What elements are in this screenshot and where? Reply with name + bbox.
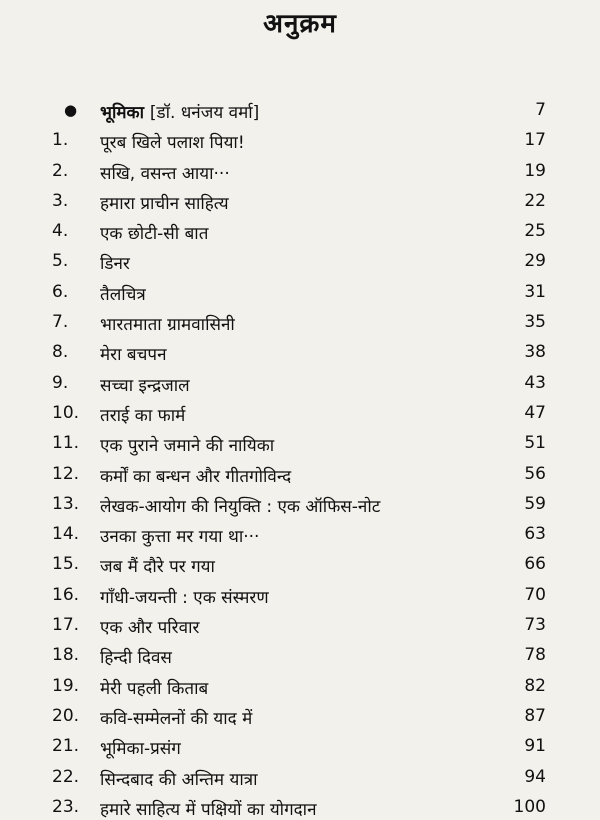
toc-entry-number: 14.: [52, 524, 80, 545]
toc-entry-title: एक और परिवार: [100, 618, 200, 639]
toc-page-number: 19: [524, 160, 546, 181]
toc-entry-number: 8.: [52, 342, 69, 363]
bullet-icon: ●: [64, 101, 78, 119]
toc-page-number: 73: [524, 615, 546, 636]
toc-entry-number: 4.: [52, 221, 69, 242]
toc-entry-number: 2.: [52, 160, 69, 181]
toc-entry-number: 10.: [52, 402, 80, 423]
toc-entry-number: 16.: [52, 584, 80, 605]
toc-entry-number: 3.: [52, 190, 69, 211]
toc-entry-title: सिन्दबाद की अन्तिम यात्रा: [100, 769, 258, 790]
toc-entry-number: 1.: [52, 130, 69, 151]
toc-entry-title: एक पुराने जमाने की नायिका: [100, 436, 275, 457]
toc-entry-number: 5.: [52, 251, 69, 272]
toc-entry-title: तैलचित्र: [100, 284, 146, 305]
page-title: अनुक्रम: [263, 9, 337, 39]
toc-page-number: 87: [524, 705, 546, 726]
toc-row: [0, 247, 600, 277]
toc-page-number: 38: [524, 342, 546, 363]
toc-entry-number: 6.: [52, 281, 69, 302]
toc-row: [0, 763, 600, 793]
toc-entry-number: 17.: [52, 615, 80, 636]
toc-row: [0, 369, 600, 399]
toc-row: [0, 581, 600, 611]
toc-row: [0, 338, 600, 368]
toc-page-number: 59: [524, 493, 546, 514]
toc-row: [0, 732, 600, 762]
toc-row-preface: [0, 96, 600, 126]
toc-entry-title: कवि-सम्मेलनों की याद में: [100, 708, 253, 729]
preface-label: भूमिका: [100, 103, 144, 123]
toc-row: [0, 308, 600, 338]
toc-page-number: 31: [524, 281, 546, 302]
toc-row: [0, 278, 600, 308]
toc-entry-title: हिन्दी दिवस: [100, 648, 172, 669]
toc-entry-title: सच्चा इन्द्रजाल: [100, 375, 190, 396]
toc-row: [0, 126, 600, 156]
toc-entry-title: भारतमाता ग्रामवासिनी: [100, 315, 235, 336]
toc-page-number: 17: [524, 130, 546, 151]
toc-row: [0, 490, 600, 520]
toc-page-number: 35: [524, 312, 546, 333]
preface-author: [डॉ. धनंजय वर्मा]: [149, 103, 260, 123]
toc-entry-number: 21.: [52, 736, 80, 757]
toc-entry-number: 23.: [52, 796, 80, 817]
toc-page-number: 7: [535, 100, 546, 120]
toc-entry-number: 22.: [52, 766, 80, 787]
toc-page-number: 56: [524, 463, 546, 484]
toc-page-number: 78: [524, 645, 546, 666]
toc-row: [0, 672, 600, 702]
toc-entries: [0, 126, 600, 820]
toc-row: [0, 641, 600, 671]
toc-entry-number: 12.: [52, 463, 80, 484]
toc-page-number: 100: [513, 796, 546, 817]
toc-page-number: 29: [524, 251, 546, 272]
toc-page-number: 47: [524, 402, 546, 423]
toc-page-number: 43: [524, 372, 546, 393]
toc-row: [0, 611, 600, 641]
toc-entry-title: मेरी पहली किताब: [100, 678, 209, 699]
toc-row: [0, 702, 600, 732]
toc-row: [0, 399, 600, 429]
toc-row: [0, 460, 600, 490]
toc-entry-title: हमारे साहित्य में पक्षियों का योगदान: [100, 799, 317, 820]
toc-entry-number: 15.: [52, 554, 80, 575]
toc-entry-title: मेरा बचपन: [100, 345, 167, 366]
toc-page-number: 22: [524, 190, 546, 211]
toc-entry-title: [100, 100, 259, 123]
toc-entry-number: 18.: [52, 645, 80, 666]
toc-page-number: 94: [524, 766, 546, 787]
toc-entry-title: सखि, वसन्त आया···: [100, 163, 230, 184]
toc-row: [0, 217, 600, 247]
toc-row: [0, 793, 600, 820]
toc-page-number: 82: [524, 675, 546, 696]
toc-row: [0, 429, 600, 459]
toc-entry-title: लेखक-आयोग की नियुक्ति : एक ऑफिस-नोट: [100, 496, 381, 517]
toc-entry-number: 11.: [52, 433, 80, 454]
toc-entry-number: 13.: [52, 493, 80, 514]
toc-entry-title: हमारा प्राचीन साहित्य: [100, 193, 229, 214]
toc-row: [0, 550, 600, 580]
toc-row: [0, 187, 600, 217]
toc-page-number: 66: [524, 554, 546, 575]
toc-entry-number: 9.: [52, 372, 69, 393]
toc-entry-title: भूमिका-प्रसंग: [100, 739, 181, 760]
toc-page-number: 91: [524, 736, 546, 757]
toc-entry-number: 19.: [52, 675, 80, 696]
toc-row: [0, 157, 600, 187]
toc-entry-title: डिनर: [100, 254, 130, 275]
toc-entry-number: 7.: [52, 312, 69, 333]
table-of-contents: [0, 96, 600, 820]
toc-entry-title: गाँधी-जयन्ती : एक संस्मरण: [100, 587, 269, 608]
toc-entry-title: कर्मों का बन्धन और गीतगोविन्द: [100, 466, 292, 487]
toc-entry-number: 20.: [52, 705, 80, 726]
toc-row: [0, 520, 600, 550]
toc-page-number: 25: [524, 221, 546, 242]
toc-page-number: 51: [524, 433, 546, 454]
toc-entry-title: उनका कुत्ता मर गया था···: [100, 527, 260, 548]
toc-page-number: 70: [524, 584, 546, 605]
toc-entry-title: जब मैं दौरे पर गया: [100, 557, 215, 578]
toc-page-number: 63: [524, 524, 546, 545]
toc-entry-title: तराई का फार्म: [100, 405, 186, 426]
toc-entry-title: एक छोटी-सी बात: [100, 224, 209, 245]
toc-entry-title: पूरब खिले पलाश पिया!: [100, 133, 245, 154]
